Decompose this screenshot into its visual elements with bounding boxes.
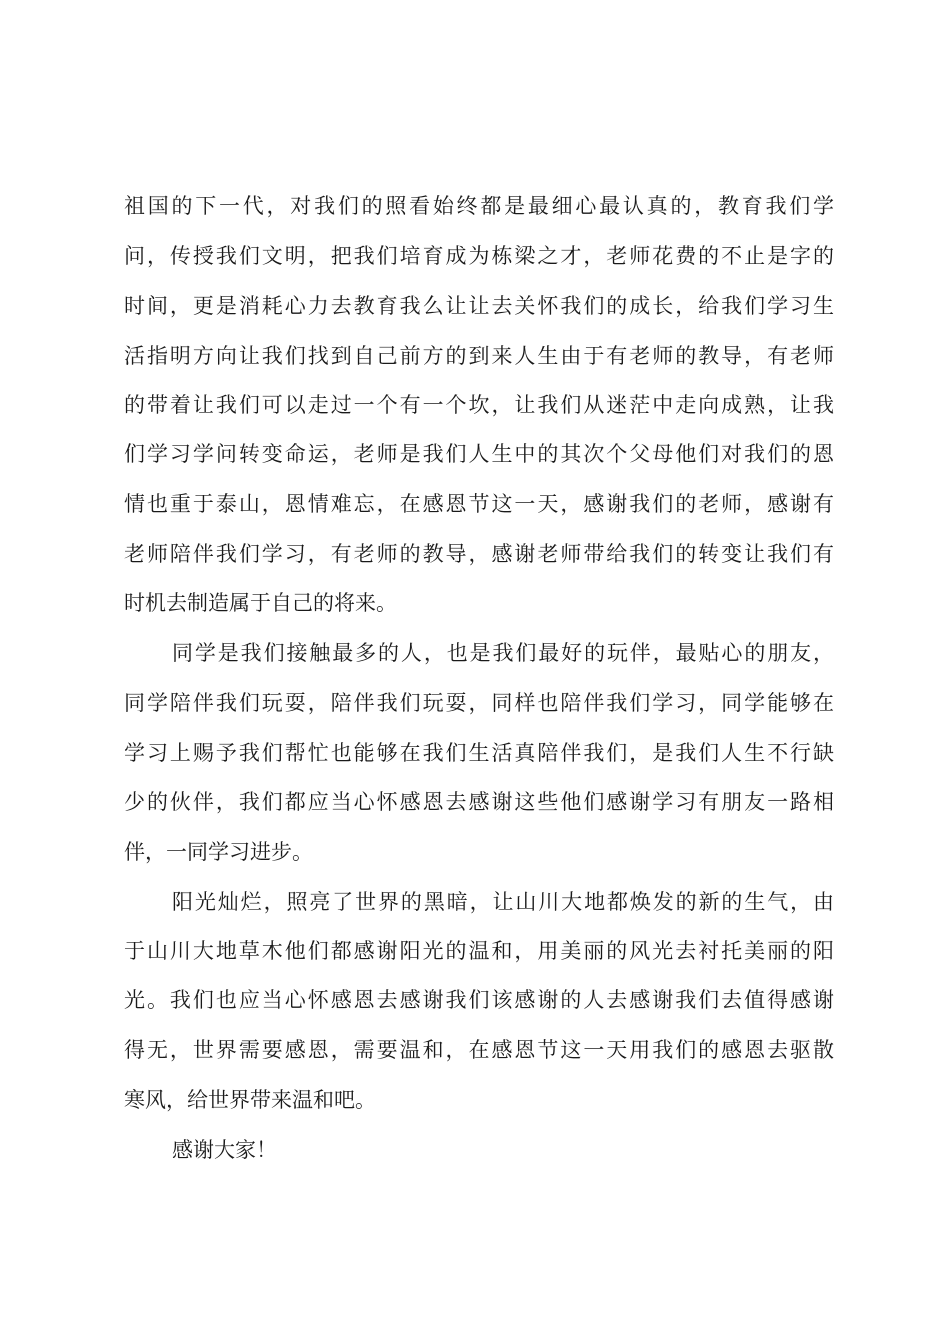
paragraph-2-line-5: 伴，一同学习进步。 — [124, 840, 313, 864]
paragraph-2-line-4: 少的伙伴，我们都应当心怀感恩去感谢这些他们感谢学习有朋友一路相 — [124, 790, 834, 814]
paragraph-3-line-1: 阳光灿烂，照亮了世界的黑暗，让山川大地都焕发的新的生气，由 — [172, 890, 834, 914]
closing-line: 感谢大家！ — [172, 1138, 277, 1162]
paragraph-1-line-9: 时机去制造属于自己的将来。 — [124, 591, 397, 615]
paragraph-1-line-6: 们学习学问转变命运，老师是我们人生中的其次个父母他们对我们的恩 — [124, 442, 834, 466]
paragraph-1-line-5: 的带着让我们可以走过一个有一个坎，让我们从迷茫中走向成熟，让我 — [124, 393, 834, 417]
paragraph-2-line-2: 同学陪伴我们玩耍，陪伴我们玩耍，同样也陪伴我们学习，同学能够在 — [124, 691, 834, 715]
paragraph-2-line-3: 学习上赐予我们帮忙也能够在我们生活真陪伴我们，是我们人生不行缺 — [124, 741, 834, 765]
paragraph-1-line-1: 祖国的下一代，对我们的照看始终都是最细心最认真的，教育我们学 — [124, 194, 834, 218]
paragraph-1-line-8: 老师陪伴我们学习，有老师的教导，感谢老师带给我们的转变让我们有 — [124, 542, 834, 566]
paragraph-1-line-2: 问，传授我们文明，把我们培育成为栋梁之才，老师花费的不止是字的 — [124, 244, 834, 268]
paragraph-1-line-7: 情也重于泰山，恩情难忘，在感恩节这一天，感谢我们的老师，感谢有 — [124, 492, 834, 516]
paragraph-2-line-1: 同学是我们接触最多的人，也是我们最好的玩伴，最贴心的朋友， — [172, 641, 834, 665]
paragraph-1-line-4: 活指明方向让我们找到自己前方的到来人生由于有老师的教导，有老师 — [124, 344, 834, 368]
paragraph-1-line-3: 时间，更是消耗心力去教育我么让让去关怀我们的成长，给我们学习生 — [124, 294, 834, 318]
paragraph-3-line-4: 得无，世界需要感恩，需要温和，在感恩节这一天用我们的感恩去驱散 — [124, 1038, 834, 1062]
paragraph-3-line-5: 寒风，给世界带来温和吧。 — [124, 1088, 376, 1112]
document-page — [124, 0, 834, 1344]
paragraph-3-line-3: 光。我们也应当心怀感恩去感谢我们该感谢的人去感谢我们去值得感谢 — [124, 988, 834, 1012]
paragraph-3-line-2: 于山川大地草木他们都感谢阳光的温和，用美丽的风光去衬托美丽的阳 — [124, 939, 834, 963]
